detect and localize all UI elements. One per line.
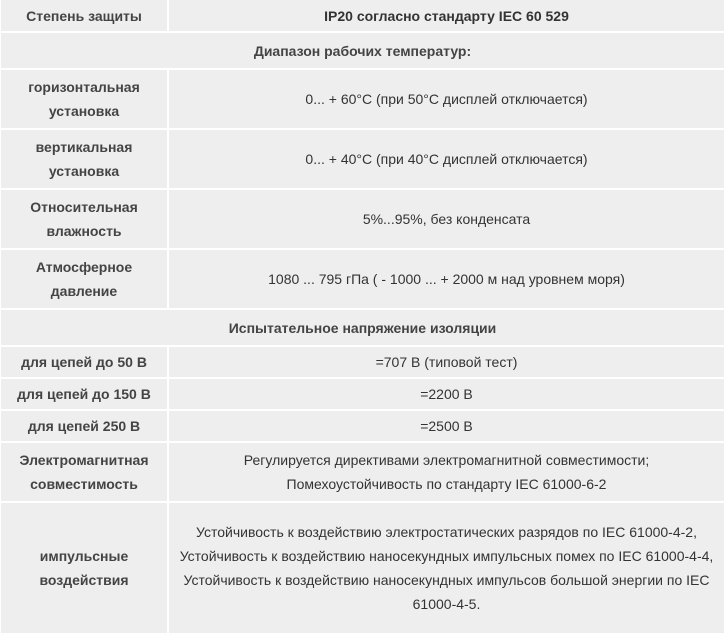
horizontal-value: 0... + 60°C (при 50°C дисплей отключается)	[169, 70, 724, 128]
table-row	[1, 310, 724, 345]
table-row	[1, 190, 724, 248]
humidity-label: Относительная влажность	[1, 190, 167, 248]
vertical-value: 0... + 40°C (при 40°C дисплей отключается)	[169, 130, 724, 188]
table-row	[1, 503, 724, 633]
emc-value-line: Помехоустойчивость по стандарту IEC 61000-6-2	[286, 476, 607, 492]
impulse-value-line: Устойчивость к воздействию наносекундных импульсов большой энергии по IEC 61000-4-5.	[183, 572, 710, 612]
impulse-value-line: Устойчивость к воздействию наносекундных импульсных помех по IEC 61000-4-4,	[179, 548, 714, 564]
humidity-value: 5%...95%, без конденсата	[169, 190, 724, 248]
table-row	[1, 250, 724, 308]
circuit-50-value: =707 В (типовой тест)	[169, 347, 724, 377]
impulse-label: импульсные воздействия	[1, 503, 167, 633]
protection-label: Степень защиты	[1, 0, 167, 31]
protection-value: IP20 согласно стандарту IEC 60 529	[169, 0, 724, 31]
table-row	[1, 443, 724, 501]
vertical-label: вертикальная установка	[1, 130, 167, 188]
impulse-value-line: Устойчивость к воздействию электростатических разрядов по IEC 61000-4-2,	[196, 524, 697, 540]
table-row	[1, 379, 724, 409]
insulation-section-header: Испытательное напряжение изоляции	[1, 310, 724, 345]
table-row	[1, 130, 724, 188]
circuit-150-label: для цепей до 150 В	[1, 379, 167, 409]
table-row	[1, 33, 724, 68]
temperature-section-header: Диапазон рабочих температур:	[1, 33, 724, 68]
table-row	[1, 347, 724, 377]
emc-label: Электромагнитная совместимость	[1, 443, 167, 501]
table-row	[1, 411, 724, 441]
pressure-value: 1080 ... 795 гПа ( - 1000 ... + 2000 м над уровнем моря)	[169, 250, 724, 308]
table-row	[1, 70, 724, 128]
pressure-label: Атмосферное давление	[1, 250, 167, 308]
table-row	[1, 0, 724, 31]
circuit-50-label: для цепей до 50 В	[1, 347, 167, 377]
circuit-150-value: =2200 В	[169, 379, 724, 409]
horizontal-label: горизонтальная установка	[1, 70, 167, 128]
circuit-250-label: для цепей 250 В	[1, 411, 167, 441]
emc-value	[169, 443, 724, 501]
emc-value-line: Регулируется директивами электромагнитной совместимости;	[243, 452, 650, 468]
impulse-value	[169, 503, 724, 633]
circuit-250-value: =2500 В	[169, 411, 724, 441]
